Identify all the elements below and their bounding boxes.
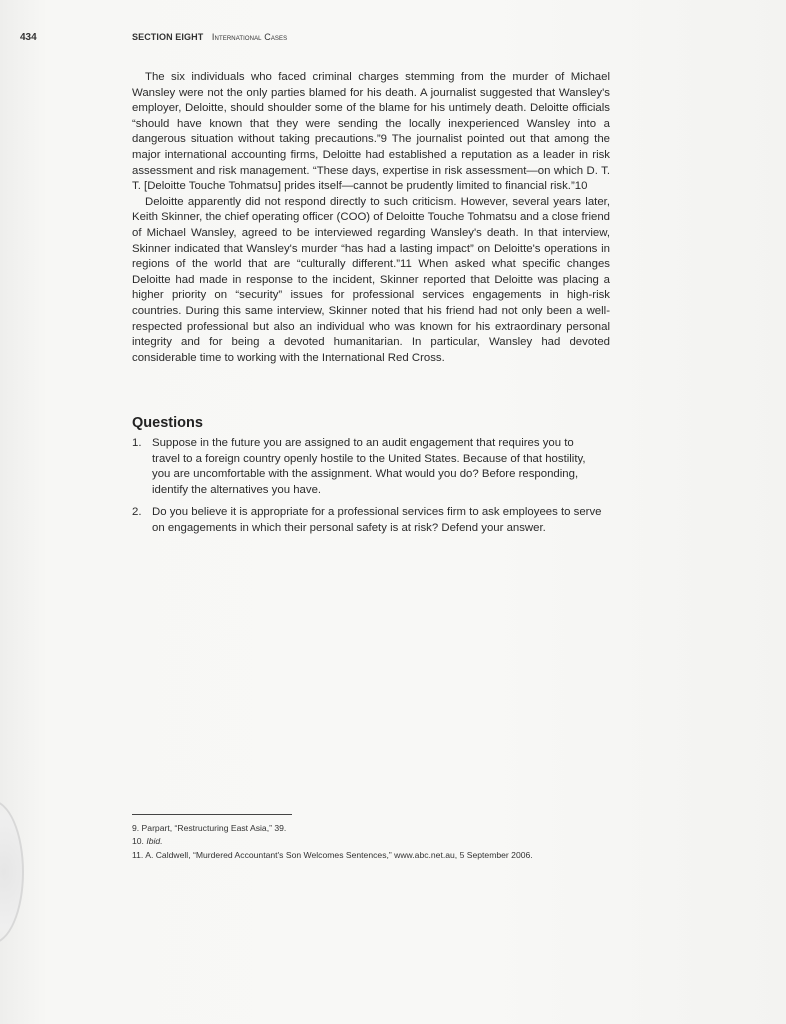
- body-paragraph: Deloitte apparently did not respond directly to such criticism. However, several years later, Keith Skinner, the chief operating officer (COO) of Deloitte Touche Tohmatsu and a close friend of Michael Wansley, agreed to be interviewed regarding Wansley's death. In that interview, Skinner indicated that Wansley's murder “has had a lasting impact” on Deloitte's operations in regions of the world that are “culturally different.”11 When asked what specific changes Deloitte had made in response to the incident, Skinner reported that Deloitte was placing a higher priority on “security” issues for professional services engagements in high-risk countries. During this same interview, Skinner noted that his friend had not only been a well-respected professional but also an individual who was known for his extraordinary personal integrity and for being a devoted humanitarian. In particular, Wansley had devoted considerable time to working with the International Red Cross.: [132, 195, 610, 364]
- footnote-11: 11. A. Caldwell, “Murdered Accountant's Son Welcomes Sentences,” www.abc.net.au, 5 September 2006.: [132, 849, 533, 860]
- section-title: International Cases: [211, 32, 288, 42]
- questions-heading: Questions: [132, 415, 203, 431]
- footnotes: [132, 822, 610, 862]
- question-item: [132, 505, 610, 536]
- footnote-10: [132, 835, 610, 848]
- body-text: [132, 70, 610, 366]
- question-number: 1.: [132, 437, 142, 449]
- body-paragraph: The six individuals who faced criminal charges stemming from the murder of Michael Wansley were not the only parties blamed for his death. A journalist suggested that Wansley's employer, Deloitte, should shoulder some of the blame for his untimely death. Deloitte officials “should have known that they were sending the locally inexperienced Wansley into a dangerous situation without taking precautions.”9 The journalist pointed out that among the major international accounting firms, Deloitte had established a reputation as a leader in risk assessment and risk management. “These days, expertise in risk assessment—on which D. T. T. [Deloitte Touche Tohmatsu] prides itself—cannot be prudently limited to financial risk.”10: [132, 71, 610, 193]
- running-head: [132, 32, 287, 42]
- page-binding-edge: [0, 800, 24, 944]
- footnote-9: 9. Parpart, “Restructuring East Asia,” 39.: [132, 823, 287, 833]
- footnote-divider: [132, 814, 292, 815]
- footnote-10-text: Ibid.: [146, 836, 163, 847]
- question-text: Do you believe it is appropriate for a professional services firm to ask employees to serve on engagements in which their personal safety is at risk? Defend your answer.: [152, 506, 602, 534]
- question-item: [132, 436, 610, 498]
- question-number: 2.: [132, 506, 142, 519]
- questions-list: [132, 436, 610, 544]
- question-text: Suppose in the future you are assigned to an audit engagement that requires you to travel to a foreign country openly hostile to the United States. Because of that hostility, you are uncomfortable with the assignment. What would you do? Before responding, identify the alternatives you have.: [152, 437, 586, 496]
- footnote-10-number: 10.: [132, 836, 144, 847]
- section-label: SECTION EIGHT: [132, 32, 204, 42]
- page-number: 434: [20, 32, 37, 43]
